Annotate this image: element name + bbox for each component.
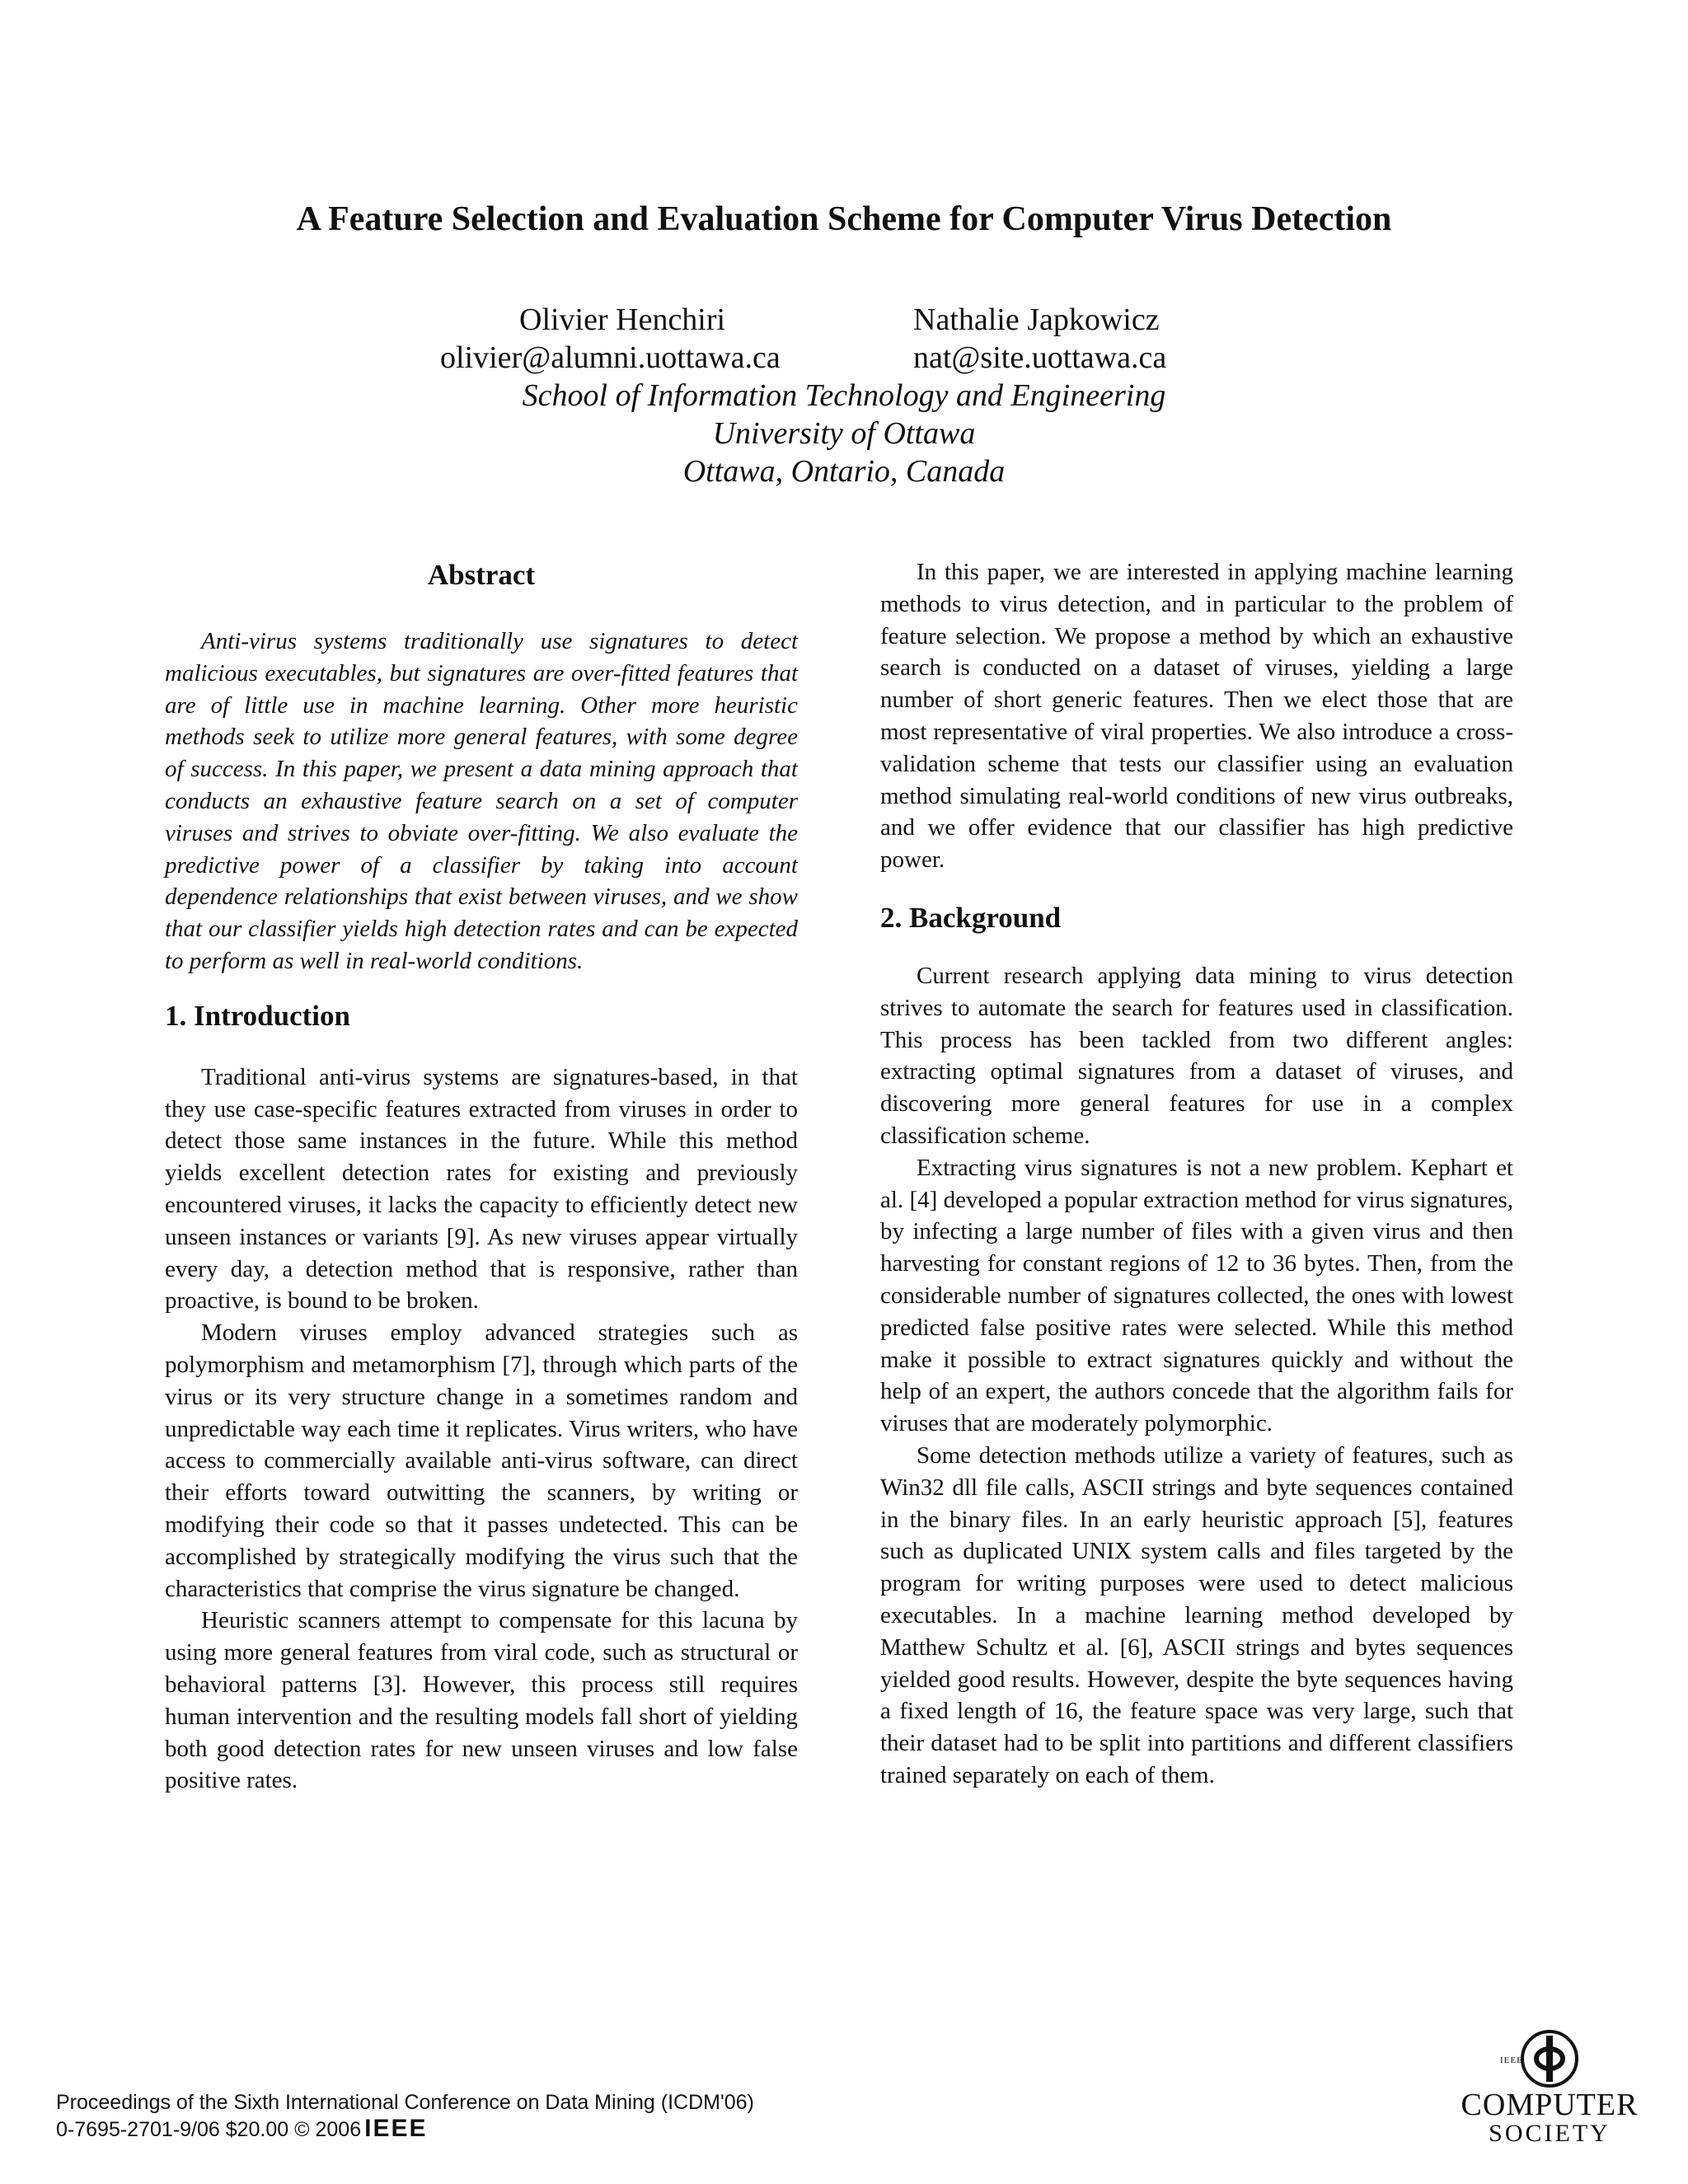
abstract-text: Anti-virus systems traditionally use signatures to detect malicious executables, but signatures are over-fitted features that are of little use in machine learning. Other more heuristic methods seek to utilize more general features, with some degree of success. In this paper, we present a data mining approach that conducts an exhaustive feature search on a set of computer viruses and strives to obviate over-fitting. We also evaluate the predictive power of a classifier by taking into account dependence relationships that exist between viruses, and we show that our classifier yields high detection rates and can be expected to perform as well in real-world conditions. [165,628,798,974]
author-emails [0,339,1688,377]
author-name-1: Olivier Henchiri [519,302,726,337]
logo-society-text: SOCIETY [1489,2120,1611,2147]
background-paragraph: Extracting virus signatures is not a new problem. Kephart et al. [4] developed a popular extraction method for virus signatures, by infecting a large number of files with a given virus and then harvesting for constant regions of 12 to 36 bytes. Then, from the considerable number of signatures collected, the ones with lowest predicted false positive rates were selected. While this method make it possible to extract signatures quickly and without the help of an expert, the authors concede that the algorithm fails for viruses that are moderately polymorphic. [880,1154,1513,1437]
author-names [0,301,1688,339]
affiliation-school: School of Information Technology and Engineering [522,378,1166,413]
introduction-paragraph: In this paper, we are interested in applying machine learning methods to virus detection, and in particular to the problem of feature selection. We propose a method by which an exhaustive search is conducted on a dataset of viruses, yielding a large number of short generic features. Then we elect those that are most representative of viral properties. We also introduce a cross-validation scheme that tests our classifier using an evaluation method simulating real-world conditions of new virus outbreaks, and we offer evidence that our classifier has high predictive power. [880,559,1513,874]
author-name-2: Nathalie Japkowicz [913,302,1160,337]
introduction-paragraph: Heuristic scanners attempt to compensate for this lacuna by using more general features from viral code, such as structural or behavioral patterns [3]. However, this process still requires human intervention and the resulting models fall short of yielding both good detection rates for new unseen viruses and low false positive rates. [165,1607,798,1794]
background-paragraph: Current research applying data mining to virus detection strives to automate the search for features used in classification. This process has been tackled from two different angles: extracting optimal signatures from a dataset of viruses, and discovering more general features for use in a complex classification scheme. [880,962,1513,1149]
affiliation-location: Ottawa, Ontario, Canada [682,454,1006,489]
abstract-heading: Abstract [427,559,536,591]
isbn-line [56,2116,754,2143]
logo-computer-text: COMPUTER [1461,2088,1639,2122]
affiliation-university: University of Ottawa [712,416,976,451]
author-block [0,301,1688,490]
background-paragraph: Some detection methods utilize a variety of features, such as Win32 dll file calls, ASCII strings and byte sequences contained in the binary files. In an early heuristic approach [5], features such as duplicated UNIX system calls and files targeted by the program for writing purposes were used to detect malicious executables. In a machine learning method developed by Matthew Schultz et al. [6], ASCII strings and bytes sequences yielded good results. However, despite the byte sequences having a fixed length of 16, the feature space was very large, such that their dataset had to be split into partitions and different classifiers trained separately on each of them. [880,1441,1513,1788]
author-email-1: olivier@alumni.uottawa.ca [440,340,781,375]
left-column [165,556,798,1797]
introduction-paragraph: Modern viruses employ advanced strategies such as polymorphism and metamorphism [7], through which parts of the virus or its very structure change in a sometimes random and unpredictable way each time it replicates. Virus writers, who have access to commercially available anti-virus software, can direct their efforts toward outwitting the scanners, by writing or modifying their code so that it passes undetected. This can be accomplished by strategically modifying the virus such that the characteristics that comprise the virus signature be changed. [165,1319,798,1602]
computer-society-logo [1459,2029,1640,2153]
isbn-text: 0-7695-2701-9/06 $20.00 © 2006 [56,2118,362,2141]
author-email-2: nat@site.uottawa.ca [913,340,1167,375]
ieee-phi-icon [1520,2029,1579,2088]
proceedings-line: Proceedings of the Sixth International Conference on Data Mining (ICDM'06) [56,2091,754,2114]
background-heading: 2. Background [880,901,1062,934]
logo-ieee-label: IEEE [1500,2055,1523,2065]
proceedings-footer [56,2089,754,2143]
paper-title: A Feature Selection and Evaluation Scheme for Computer Virus Detection [296,200,1392,238]
introduction-heading: 1. Introduction [165,999,350,1032]
ieee-wordmark: IEEE [364,2115,428,2142]
introduction-paragraph: Traditional anti-virus systems are signatures-based, in that they use case-specific features extracted from viruses in order to detect those same instances in the future. While this method yields excellent detection rates for existing and previously encountered viruses, it lacks the capacity to efficiently detect new unseen instances or variants [9]. As new viruses appear virtually every day, a detection method that is responsive, rather than proactive, is bound to be broken. [165,1063,798,1315]
right-column [880,556,1513,1792]
